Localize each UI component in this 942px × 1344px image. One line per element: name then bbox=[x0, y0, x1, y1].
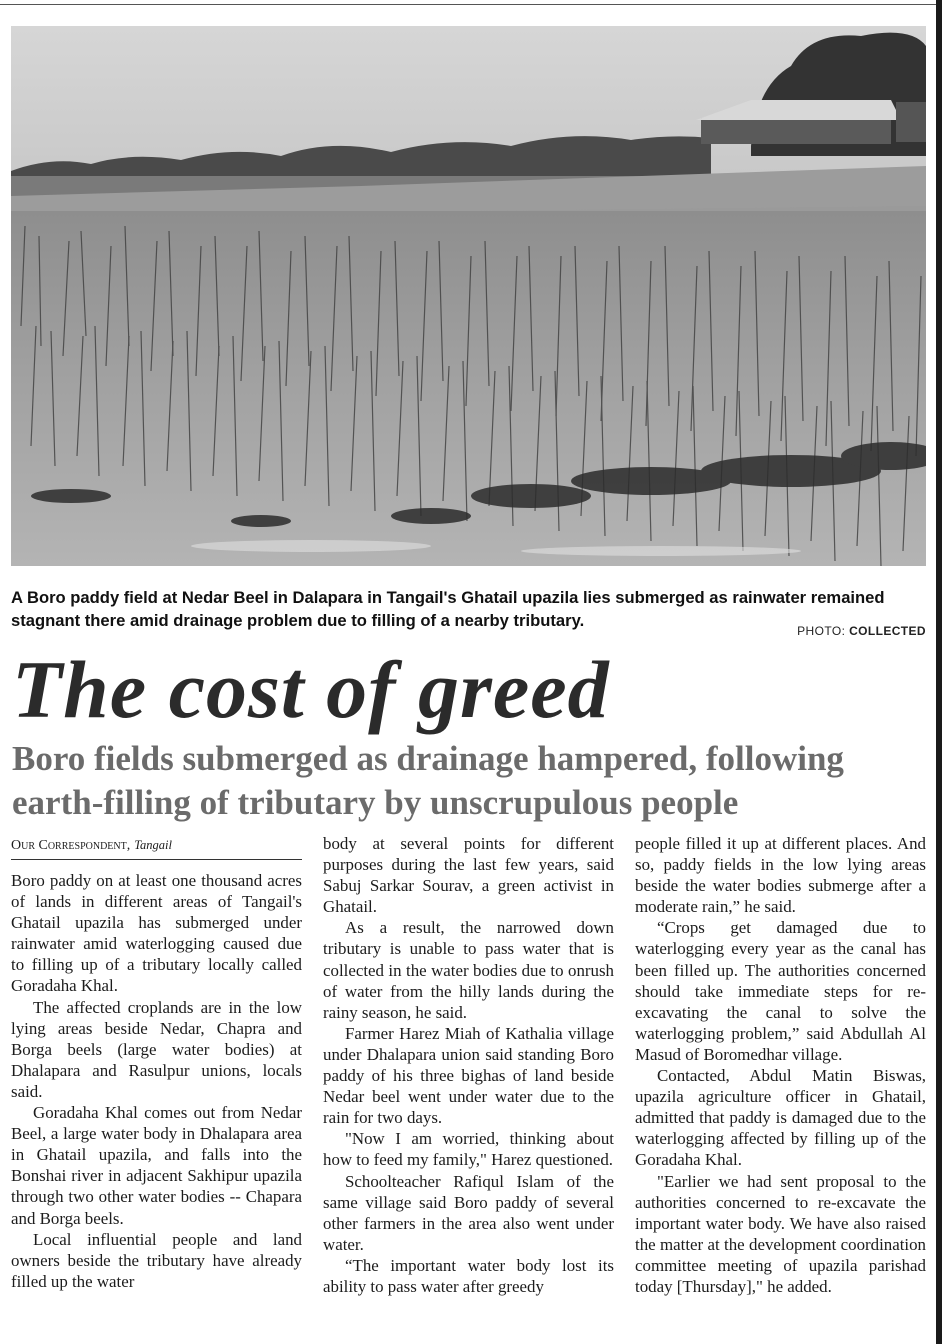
page-edge bbox=[936, 0, 942, 1344]
byline-author: Our Correspondent, bbox=[11, 838, 131, 853]
paragraph: Local influential people and land owners beside the tributary have already filled up the water bbox=[11, 1229, 302, 1291]
paddy-field-photo-icon bbox=[11, 26, 926, 566]
paragraph: body at several points for different purposes during the last few years, said Sabuj Sarkar Sourav, a green activist in Ghatail. bbox=[323, 834, 614, 917]
paragraph: The affected croplands are in the low lying areas beside Nedar, Chapra and Borga beels (large water bodies) at Dhalapara and Rasulpur unions, locals said. bbox=[11, 997, 302, 1101]
paragraph: "Earlier we had sent proposal to the authorities concerned to re-excavate the important water body. We have also raised the matter at the development coordination committee meeting of upazila parishad today [Thursday]," he added. bbox=[635, 1171, 926, 1296]
photo-credit-label: PHOTO: bbox=[797, 624, 846, 638]
article-column-2 bbox=[323, 833, 614, 1297]
paragraph: Goradaha Khal comes out from Nedar Beel, a large water body in Dhalapara area in Ghatail upazila, and falls into the Bonshai river in adjacent Sakhipur upazila through two other water bodies -- Chapara and Borga beels. bbox=[11, 1103, 302, 1228]
byline bbox=[11, 836, 302, 860]
paragraph: “Crops get damaged due to waterlogging every year as the canal has been filled up. The authorities concerned should take immediate steps for re-excavating the canal to solve the waterlogging problem,” said Abdullah Al Masud of Boromedhar village. bbox=[635, 918, 926, 1064]
paragraph: As a result, the narrowed down tributary is unable to pass water that is collected in the water bodies due to onrush of water from the hilly lands during the rainy season, he said. bbox=[323, 918, 614, 1022]
paragraph: people filled it up at different places. And so, paddy fields in the low lying areas beside the water bodies submerge after a moderate rain,” he said. bbox=[635, 834, 926, 917]
paragraph: Boro paddy on at least one thousand acres of lands in different areas of Tangail's Ghatail upazila has submerged under rainwater amid waterlogging caused due to filling up of a tributary locally called Goradaha Khal. bbox=[11, 871, 302, 996]
article-column-3 bbox=[635, 833, 926, 1297]
photo-credit bbox=[797, 624, 926, 638]
photo-credit-source: COLLECTED bbox=[849, 624, 926, 638]
paragraph: Farmer Harez Miah of Kathalia village under Dhalapara union said standing Boro paddy of his three bighas of land beside Nedar beel went under water due to the rain for two days. bbox=[323, 1023, 614, 1128]
paragraph: Schoolteacher Rafiqul Islam of the same village said Boro paddy of several other farmers in the area also went under water. bbox=[323, 1171, 614, 1254]
news-photo bbox=[11, 26, 926, 566]
byline-place: Tangail bbox=[134, 838, 173, 852]
article-column-1 bbox=[11, 870, 302, 1292]
headline: The cost of greed bbox=[12, 644, 610, 735]
subheadline: Boro fields submerged as drainage hampered, following earth-filling of tributary by unscrupulous people bbox=[12, 739, 844, 822]
photo-caption: A Boro paddy field at Nedar Beel in Dalapara in Tangail's Ghatail upazila lies submerged as rainwater remained stagnant there amid drainage problem due to filling of a nearby tributary. bbox=[11, 588, 885, 630]
paragraph: Contacted, Abdul Matin Biswas, upazila agriculture officer in Ghatail, admitted that paddy is damaged due to the waterlogging affected by filling up of the Goradaha Khal. bbox=[635, 1066, 926, 1170]
top-rule bbox=[0, 4, 942, 5]
paragraph: "Now I am worried, thinking about how to feed my family," Harez questioned. bbox=[323, 1129, 614, 1170]
paragraph: “The important water body lost its ability to pass water after greedy bbox=[323, 1255, 614, 1296]
